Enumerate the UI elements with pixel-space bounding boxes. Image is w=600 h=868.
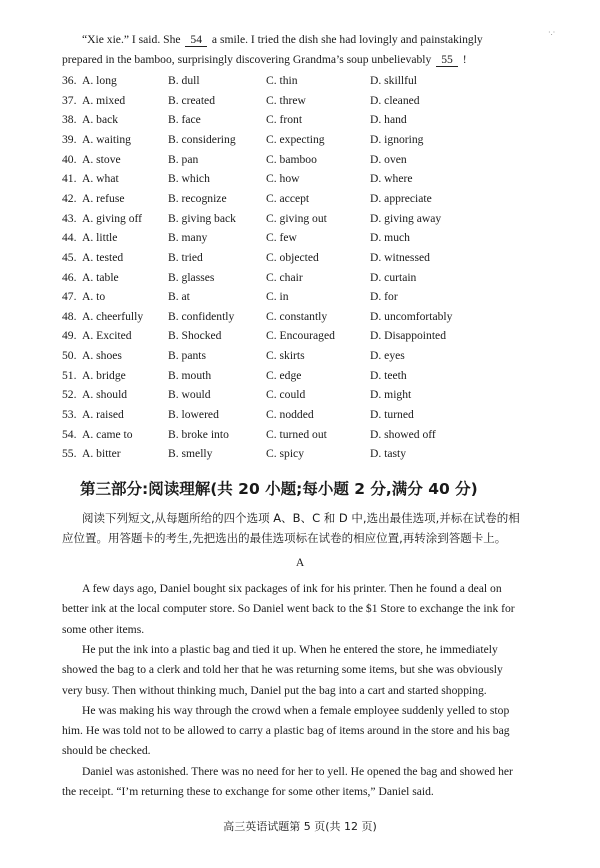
section-title: 第三部分:阅读理解(共 20 小题;每小题 2 分,满分 40 分)	[80, 480, 478, 498]
option-b: B. lowered	[168, 408, 219, 422]
question-number: 47.	[62, 290, 77, 304]
option-d: D. appreciate	[370, 191, 432, 205]
option-c: C. threw	[266, 93, 306, 107]
option-c: C. objected	[266, 250, 319, 264]
option-a: A. refuse	[82, 191, 125, 205]
option-b: B. recognize	[168, 191, 227, 205]
option-a: A. to	[82, 290, 106, 304]
option-d: D. for	[370, 290, 398, 304]
option-a: A. tested	[82, 250, 124, 264]
question-number: 52.	[62, 388, 77, 402]
cloze-line-1	[82, 33, 483, 47]
option-b: B. created	[168, 93, 215, 107]
option-b: B. face	[168, 113, 201, 127]
option-a: A. what	[82, 172, 119, 186]
option-c: C. giving out	[266, 211, 327, 225]
option-d: D. giving away	[370, 211, 442, 225]
question-number: 55.	[62, 447, 77, 461]
option-d: D. might	[370, 388, 412, 402]
option-c: C. could	[266, 388, 306, 402]
passage-line: some other items.	[62, 622, 145, 636]
question-number: 51.	[62, 368, 77, 382]
option-a: A. table	[82, 270, 119, 284]
passage-line: He put the ink into a plastic bag and tied it up. When he entered the store, he immediately	[82, 642, 498, 656]
question-row	[62, 231, 582, 249]
option-b: B. which	[168, 172, 210, 186]
option-c: C. nodded	[266, 408, 314, 422]
option-c: C. spicy	[266, 447, 305, 461]
option-c: C. constantly	[266, 309, 328, 323]
page-footer: 高三英语试题第 5 页(共 12 页)	[223, 820, 377, 833]
question-row	[62, 428, 582, 446]
question-number: 36.	[62, 74, 77, 87]
option-d: D. turned	[370, 408, 414, 422]
cloze-text: a smile. I tried the dish she had lovingly and painstakingly	[211, 33, 483, 46]
instructions-line-1: 阅读下列短文,从每题所给的四个选项 A、B、C 和 D 中,选出最佳选项,并标在试卷的相	[82, 511, 520, 525]
option-a: A. bitter	[82, 447, 121, 461]
option-a: A. cheerfully	[82, 309, 144, 323]
option-d: D. oven	[370, 152, 407, 166]
option-c: C. front	[266, 113, 303, 127]
option-a: A. came to	[82, 427, 133, 441]
passage-label: A	[295, 556, 305, 569]
option-a: A. mixed	[82, 93, 126, 107]
option-a: A. back	[82, 113, 119, 127]
option-a: A. Excited	[82, 329, 132, 343]
option-b: B. dull	[168, 74, 200, 87]
option-a: A. stove	[82, 152, 121, 166]
passage-line: Daniel was astonished. There was no need for her to yell. He opened the bag and showed her	[82, 764, 513, 778]
question-number: 43.	[62, 211, 77, 225]
option-b: B. pants	[168, 349, 207, 363]
option-a: A. little	[82, 231, 118, 245]
option-d: D. cleaned	[370, 93, 420, 107]
question-number: 42.	[62, 191, 77, 205]
passage-line: very busy. Then without thinking much, Daniel put the bag into a cart and started shopping.	[62, 683, 487, 697]
question-number: 44.	[62, 231, 77, 245]
option-d: D. much	[370, 231, 410, 245]
passage-line: him. He was told not to be allowed to carry a plastic bag of items around in the store and his bag	[62, 724, 510, 738]
question-row	[62, 447, 582, 465]
option-d: D. witnessed	[370, 250, 430, 264]
option-b: B. many	[168, 231, 208, 245]
option-c: C. expecting	[266, 132, 325, 146]
instructions-line-2: 应位置。用答题卡的考生,先把选出的最佳选项标在试卷的相应位置,再转涂到答题卡上。	[62, 531, 507, 545]
question-row	[62, 74, 582, 92]
question-row	[62, 271, 582, 289]
question-number: 45.	[62, 250, 77, 264]
question-number: 49.	[62, 329, 77, 343]
option-c: C. chair	[266, 270, 303, 284]
option-b: B. broke into	[168, 427, 229, 441]
question-number: 50.	[62, 349, 77, 363]
question-number: 46.	[62, 270, 77, 284]
option-a: A. waiting	[82, 132, 131, 146]
option-d: D. teeth	[370, 368, 407, 382]
option-b: B. Shocked	[168, 329, 222, 343]
passage-line: He was making his way through the crowd when a female employee suddenly yelled to stop	[82, 703, 510, 717]
option-c: C. how	[266, 172, 300, 186]
cloze-text: !	[462, 53, 467, 66]
option-b: B. mouth	[168, 368, 212, 382]
question-number: 53.	[62, 408, 77, 422]
option-b: B. glasses	[168, 270, 215, 284]
option-d: D. eyes	[370, 349, 405, 363]
question-number: 40.	[62, 152, 77, 166]
passage-line: A few days ago, Daniel bought six packages of ink for his printer. Then he found a deal on	[82, 582, 502, 595]
option-c: C. in	[266, 290, 289, 304]
option-d: D. skillful	[370, 74, 418, 87]
passage-line: should be checked.	[62, 744, 151, 758]
question-row	[62, 192, 582, 210]
cloze-line-2	[62, 53, 467, 67]
question-row	[62, 251, 582, 269]
option-a: A. raised	[82, 408, 124, 422]
question-number: 37.	[62, 93, 77, 107]
option-c: C. Encouraged	[266, 329, 335, 343]
option-b: B. giving back	[168, 211, 236, 225]
option-a: A. bridge	[82, 368, 126, 382]
option-b: B. would	[168, 388, 211, 402]
cloze-text: “Xie xie.” I said. She	[82, 33, 181, 46]
option-d: D. uncomfortably	[370, 309, 453, 323]
option-c: C. bamboo	[266, 152, 317, 166]
question-row	[62, 94, 582, 112]
question-row	[62, 369, 582, 387]
option-c: C. thin	[266, 74, 298, 87]
question-row	[62, 133, 582, 151]
option-d: D. curtain	[370, 270, 417, 284]
question-row	[62, 310, 582, 328]
option-b: B. considering	[168, 132, 236, 146]
passage-line: better ink at the local computer store. So Daniel went back to the $1 Store to exchange the ink for	[62, 602, 515, 616]
option-a: A. long	[82, 74, 117, 87]
option-a: A. giving off	[82, 211, 143, 225]
option-d: D. showed off	[370, 427, 436, 441]
blank-55: 55	[436, 53, 458, 67]
option-c: C. edge	[266, 368, 302, 382]
question-row	[62, 290, 582, 308]
passage-line: showed the bag to a clerk and told her that he was returning some items, but she was obviously	[62, 663, 503, 677]
passage-line: the receipt. “I’m returning these to exchange for some other items,” Daniel said.	[62, 785, 434, 798]
option-b: B. tried	[168, 250, 203, 264]
question-number: 41.	[62, 172, 77, 186]
question-row	[62, 212, 582, 230]
option-d: D. tasty	[370, 447, 407, 461]
option-c: C. turned out	[266, 427, 327, 441]
question-number: 39.	[62, 132, 77, 146]
option-d: D. hand	[370, 113, 407, 127]
option-d: D. ignoring	[370, 132, 424, 146]
question-row	[62, 153, 582, 171]
option-a: A. shoes	[82, 349, 122, 363]
option-c: C. few	[266, 231, 297, 245]
question-row	[62, 349, 582, 367]
question-row	[62, 172, 582, 190]
option-b: B. smelly	[168, 447, 213, 461]
option-d: D. where	[370, 172, 413, 186]
blank-54: 54	[185, 33, 207, 47]
option-d: D. Disappointed	[370, 329, 446, 343]
option-b: B. confidently	[168, 309, 235, 323]
question-number: 48.	[62, 309, 77, 323]
question-row	[62, 388, 582, 406]
question-row	[62, 113, 582, 131]
option-b: B. pan	[168, 152, 199, 166]
question-number: 54.	[62, 427, 77, 441]
question-number: 38.	[62, 113, 77, 127]
cloze-text: prepared in the bamboo, surprisingly discovering Grandma’s soup unbelievably	[62, 53, 432, 66]
option-c: C. accept	[266, 191, 310, 205]
option-c: C. skirts	[266, 349, 305, 363]
question-row	[62, 329, 582, 347]
question-row	[62, 408, 582, 426]
option-b: B. at	[168, 290, 190, 304]
option-a: A. should	[82, 388, 128, 402]
scan-speck: ·.·	[548, 28, 556, 37]
